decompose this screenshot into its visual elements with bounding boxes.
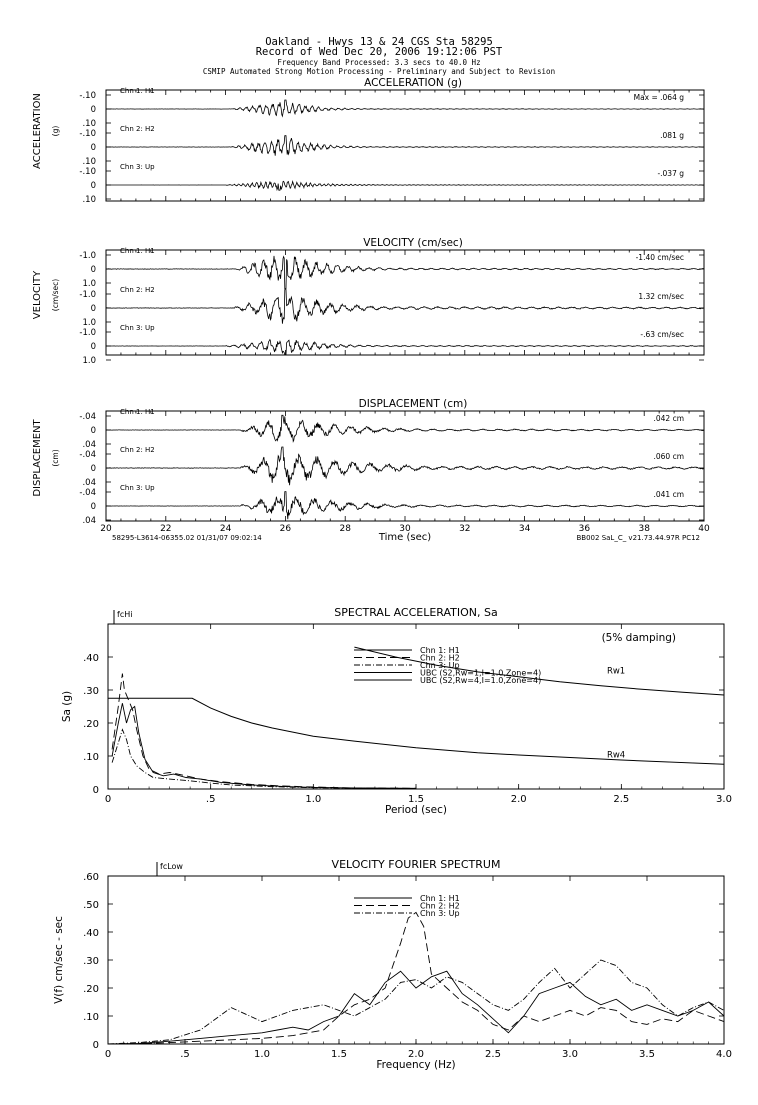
side-label: DISPLACEMENT <box>32 419 43 497</box>
y-axis-label: Sa (g) <box>61 690 73 723</box>
peak-value: -1.40 cm/sec <box>635 253 684 262</box>
record-date: Record of Wed Dec 20, 2006 19:12:06 PST <box>255 46 503 58</box>
y-tick-label: .40 <box>83 653 99 664</box>
x-tick-label: 0 <box>104 1049 112 1060</box>
series-line <box>112 674 416 789</box>
legend-entry: Chn 3: Up <box>420 909 460 918</box>
x-tick-label: 2.5 <box>485 1049 501 1060</box>
channel-label: Chn 1: H1 <box>120 87 155 95</box>
y-tick-label: 1.0 <box>82 279 96 289</box>
y-tick-label: 0 <box>90 105 96 115</box>
x-tick-label: 1.5 <box>408 794 424 805</box>
x-tick-label: 3.0 <box>562 1049 578 1060</box>
channel-label: Chn 3: Up <box>120 484 155 492</box>
y-tick-label: 1.0 <box>82 318 96 328</box>
y-tick-label: -.10 <box>79 91 96 101</box>
y-axis-label: V(f) cm/sec - sec <box>53 916 65 1004</box>
y-tick-label: 0 <box>90 265 96 275</box>
channel-trace <box>106 256 703 289</box>
legend-entry: UBC (S2,Rw=4,I=1.0,Zone=4) <box>420 676 542 685</box>
y-tick-label: .20 <box>83 984 99 995</box>
x-tick-label: 3.5 <box>639 1049 655 1060</box>
y-tick-label: -.04 <box>79 488 96 498</box>
y-tick-label: .10 <box>82 195 96 205</box>
channel-trace <box>106 492 703 520</box>
series-line <box>108 912 724 1044</box>
y-tick-label: -1.0 <box>79 251 96 261</box>
chart-title: SPECTRAL ACCELERATION, Sa <box>334 606 498 619</box>
legend-entry: Chn 2: H2 <box>420 653 460 663</box>
y-tick-label: .10 <box>82 157 96 167</box>
x-tick-label: .5 <box>205 794 216 805</box>
channel-trace <box>106 290 703 324</box>
time-tick-label: 36 <box>578 524 591 534</box>
series-line <box>108 698 724 764</box>
plot-frame <box>106 250 704 355</box>
y-tick-label: .04 <box>82 478 96 488</box>
chart-title: VELOCITY FOURIER SPECTRUM <box>331 858 501 871</box>
side-label: VELOCITY <box>32 270 43 320</box>
y-tick-label: 0 <box>90 464 96 474</box>
x-tick-label: 1.5 <box>331 1049 347 1060</box>
y-tick-label: 1.0 <box>82 356 96 366</box>
channel-trace <box>106 447 703 485</box>
time-tick-label: 20 <box>100 524 112 534</box>
x-tick-label: 2.0 <box>408 1049 424 1060</box>
y-tick-label: 0 <box>90 342 96 352</box>
channel-label: Chn 3: Up <box>120 163 155 171</box>
time-tick-label: 40 <box>698 524 710 534</box>
channel-trace <box>106 181 703 190</box>
plot-frame <box>108 876 724 1044</box>
x-axis-label: Frequency (Hz) <box>376 1059 456 1071</box>
peak-value: .060 cm <box>653 452 684 461</box>
processing-note: CSMIP Automated Strong Motion Processing - Preliminary and Subject to Revision <box>202 67 556 76</box>
time-tick-label: 30 <box>399 524 411 534</box>
time-tick-label: 38 <box>638 524 650 534</box>
y-tick-label: -1.0 <box>79 328 96 338</box>
y-tick-label: -.04 <box>79 450 96 460</box>
time-tick-label: 22 <box>160 524 172 534</box>
y-tick-label: .50 <box>83 900 99 911</box>
channel-label: Chn 2: H2 <box>120 446 155 454</box>
channel-label: Chn 1: H1 <box>120 247 155 255</box>
curve-label: Rw4 <box>606 750 626 761</box>
time-tick-label: 24 <box>219 524 232 534</box>
curve-label: Rw1 <box>606 666 626 677</box>
x-tick-label: 3.0 <box>716 794 732 805</box>
series-line <box>112 703 416 788</box>
channel-label: Chn 3: Up <box>120 324 155 332</box>
legend-entry: Chn 1: H1 <box>420 894 460 903</box>
y-tick-label: .04 <box>82 440 96 450</box>
side-label: ACCELERATION <box>32 93 43 169</box>
damping-annotation: (5% damping) <box>601 632 676 644</box>
peak-value: -.037 g <box>657 169 684 178</box>
channel-label: Chn 2: H2 <box>120 125 155 133</box>
y-tick-label: 0 <box>90 181 96 191</box>
channel-label: Chn 2: H2 <box>120 286 155 294</box>
peak-value: .081 g <box>660 131 684 140</box>
panel-title: ACCELERATION (g) <box>364 77 462 89</box>
cutoff-label: fcLow <box>160 862 183 871</box>
x-tick-label: 2.5 <box>613 794 630 805</box>
y-tick-label: 0 <box>90 143 96 153</box>
x-tick-label: 2.0 <box>510 794 527 805</box>
y-tick-label: .60 <box>83 872 99 883</box>
peak-value: -.63 cm/sec <box>640 330 684 339</box>
y-tick-label: -.10 <box>79 167 96 177</box>
y-tick-label: 0 <box>90 304 96 314</box>
y-tick-label: .40 <box>83 928 99 939</box>
y-tick-label: .30 <box>83 686 99 697</box>
panel-title: VELOCITY (cm/sec) <box>363 237 463 249</box>
y-tick-label: .10 <box>83 1012 99 1023</box>
legend-entry: Chn 1: H1 <box>420 646 460 655</box>
peak-value: .041 cm <box>653 490 684 499</box>
y-tick-label: 0 <box>90 426 96 436</box>
station-title: Oakland - Hwys 13 & 24 CGS Sta 58295 <box>265 36 493 48</box>
x-tick-label: 0 <box>104 794 112 805</box>
x-tick-label: 1.0 <box>254 1049 270 1060</box>
time-tick-label: 26 <box>279 524 292 534</box>
x-tick-label: 1.0 <box>305 794 322 805</box>
y-tick-label: 0 <box>90 502 96 512</box>
peak-value: Max = .064 g <box>633 93 684 102</box>
y-tick-label: 0 <box>92 785 99 796</box>
y-tick-label: -1.0 <box>79 290 96 300</box>
time-tick-label: 34 <box>518 524 531 534</box>
unit-label: (cm) <box>51 449 60 467</box>
software-version: BB002 SaL_C_ v21.73.44.97R PC12 <box>576 534 700 542</box>
channel-trace <box>106 100 703 116</box>
time-axis-label: Time (sec) <box>378 532 432 543</box>
y-tick-label: .20 <box>83 719 99 730</box>
time-tick-label: 32 <box>459 524 471 534</box>
y-tick-label: .10 <box>82 119 96 129</box>
unit-label: (g) <box>51 125 60 137</box>
x-tick-label: .5 <box>180 1049 190 1060</box>
legend-entry: Chn 3: Up <box>420 661 460 670</box>
plot-frame <box>106 90 704 201</box>
y-tick-label: .10 <box>83 752 99 763</box>
legend-entry: Chn 2: H2 <box>420 901 460 911</box>
plot-frame <box>108 624 724 789</box>
channel-trace <box>106 415 703 441</box>
x-axis-label: Period (sec) <box>385 804 447 816</box>
frequency-band: Frequency Band Processed: 3.3 secs to 40.0 Hz <box>277 58 481 67</box>
record-id: 58295-L3614-06355.02 01/31/07 09:02:14 <box>112 534 262 542</box>
panel-title: DISPLACEMENT (cm) <box>358 398 468 410</box>
channel-label: Chn 1: H1 <box>120 408 155 416</box>
y-tick-label: -.04 <box>79 412 96 422</box>
peak-value: 1.32 cm/sec <box>638 292 684 301</box>
series-line <box>108 960 724 1044</box>
channel-trace <box>106 136 703 156</box>
y-tick-label: .30 <box>83 956 99 967</box>
series-line <box>108 971 724 1044</box>
cutoff-label: fcHi <box>117 610 133 619</box>
y-tick-label: -.10 <box>79 129 96 139</box>
y-tick-label: 0 <box>92 1040 99 1051</box>
x-tick-label: 4.0 <box>716 1049 732 1060</box>
unit-label: (cm/sec) <box>51 278 60 312</box>
y-tick-label: .04 <box>82 516 96 526</box>
legend-entry: UBC (S2,Rw=1,I=1.0,Zone=4) <box>420 668 542 678</box>
time-tick-label: 28 <box>339 524 351 534</box>
peak-value: .042 cm <box>653 414 684 423</box>
